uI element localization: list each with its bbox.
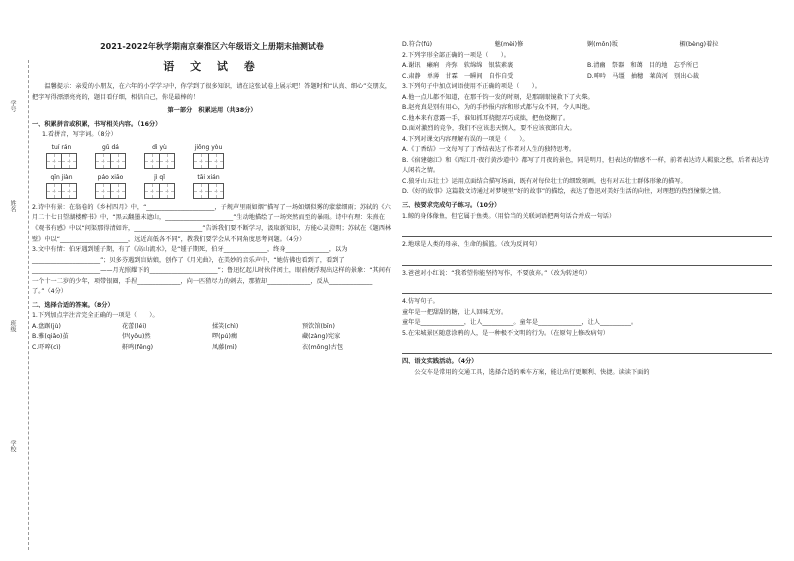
section-heading: 二、选择合适的答案。（8分）: [32, 301, 114, 309]
exam-title: 2021-2022年秋学期南京秦淮区六年级语文上册期末抽测试卷: [100, 42, 324, 51]
writing-box[interactable]: [209, 153, 224, 169]
answer-line[interactable]: [402, 253, 772, 266]
options: [402, 61, 772, 82]
writing-box[interactable]: [46, 153, 62, 169]
option: D.《好的故事》这篇散文诗通过对梦境里“好的故事”的描绘，表达了鲁迅对美好生活的向往，对理想的热烈憧憬之情。: [402, 188, 725, 196]
question: 3.爸爸对小红说：“我希望你能坚持写作，不要放弃。”（改为转述句）: [402, 269, 591, 277]
question: 2.下列字形全部正确的一项是（ ）。: [402, 51, 510, 59]
option: D.符合(fú): [402, 41, 433, 48]
binding-label: 姓名: [9, 200, 16, 212]
binding-label: 班级: [9, 320, 16, 332]
option: 鼾鸣(fēng): [122, 343, 154, 351]
option: 啰(pú)瘸: [212, 333, 238, 341]
section-heading: 三、按要求完成句子练习。（10分）: [402, 201, 501, 209]
section-heading: 一、积累拼音或积累，书写相关内容。（16分）: [32, 120, 162, 128]
option: C.吓啐(cì): [32, 343, 61, 351]
pinyin-row: [46, 173, 392, 199]
option: C.肃静 单薄 甘霖 一瞬间 自作自受: [402, 72, 514, 80]
pinyin-row: [46, 143, 392, 169]
option: 衣(mǒng)古包: [302, 343, 344, 351]
question: 2.地球是人类的母亲、生命的摇篮。（改为反问句）: [402, 241, 541, 249]
option: C.他本来有意露一手，谁知抓耳挠腮弄巧成拙，把鱼烧糊了。: [402, 114, 570, 122]
option: A.谢讯 癞痢 舟弥 软绵绵 银装素裹: [402, 62, 514, 70]
exam-subtitle: 语 文 试 卷: [163, 59, 261, 73]
pinyin: qīn jiàn: [50, 173, 73, 181]
pinyin: gǔ dá: [101, 143, 119, 151]
option: B.赵亮真是别有用心，为的手抄报内容和形式都与众不同，令人叫绝。: [402, 104, 594, 112]
answer-line[interactable]: [402, 224, 772, 237]
pinyin: tuí rán: [51, 143, 72, 151]
question: 童年是一把甜甜的糖，让人回味无穷。: [402, 308, 508, 316]
question: 童年是______________，让人__________。童年是______________，让人__________。: [402, 319, 638, 327]
option: 婀(mǒn)坂: [587, 41, 618, 48]
writing-box[interactable]: [193, 183, 209, 199]
writing-box[interactable]: [160, 153, 175, 169]
option: D.呻吟 马缰 抽穗 莱茵河 别出心裁: [587, 72, 699, 80]
question: 1.下列加点字注音完全正确的一项是（ ）。: [32, 312, 159, 320]
option: 伊(yǒu)然: [122, 333, 151, 341]
option: A.盘踞(jù): [32, 322, 61, 330]
pinyin: jì qǐ: [154, 173, 165, 181]
question: 4.仿写句子。: [402, 298, 439, 306]
section-heading: 四、语文实践活动。（4分）: [402, 358, 478, 366]
writing-box[interactable]: [46, 183, 62, 199]
option: B.雅(qiǎo)茧: [32, 333, 69, 341]
option: 揉笑(chì): [212, 322, 239, 330]
pinyin: páo xiāo: [97, 173, 124, 181]
question: 1.鲸的身体像鱼，但它属于鱼类。（用恰当的关联词语把两句话合并成一句话）: [402, 212, 616, 220]
question: 3.文中有情：伯牙遇到锺子期，有了《高山流水》，是“锺子期死，伯牙______________，终身______________，以为______________________”；贝多芬遇到盲姑娘，创作了《月光曲》，在美妙的音乐声中，“她仿佛也看到了，看到了______________________——月光照耀下的______________________”；鲁迅忆起儿时伙伴闰土，眼前便浮现出这样的景象：“其间有一个十一二岁的少年，项带银圈，手捏______________，向一匹猹尽力的刺去，那猹却______________，反从______________了。”（4分）: [32, 246, 392, 296]
option: 藏(zàng)宪家: [302, 333, 341, 341]
writing-box[interactable]: [111, 183, 126, 199]
pinyin: dì yù: [152, 143, 167, 151]
writing-box[interactable]: [62, 153, 77, 169]
options: [32, 322, 392, 354]
binding-label: 学校: [9, 440, 16, 452]
tip-text: 温馨提示：亲爱的小朋友，在六年的小学学习中，你学到了很多知识，请在这张试卷上展示吧！答题时和“认真、细心”交朋友，把字写得漂漂亮亮的，题目看仔细，相信自己，你是最棒的！: [32, 83, 392, 101]
option: A.他一点儿都不知道，在那千钧一发的时刻，是那副眼镜救下了火柴。: [402, 93, 594, 101]
question: 2.诗中有景：在翁卷的《乡村四月》中，“______________________，子规声里雨如烟”描写了一场如烟似雾的蒙蒙细雨；苏轼的《六月二十七日望湖楼醉书》中，“黑云翻墨未遮山，______________________”生动地描绘了一场突然而至的暴雨。诗中有理：朱熹在《观书有感》中以“问渠那得清如许，______________________”告诉我们要不断学习，汲取新知识，方能心灵澄明；苏轼在《题西林壁》中以“______________________，远近高低各不同”，教我们要学会从不同角度思考问题。（4分）: [32, 203, 392, 243]
paragraph: 公交车是常用的交通工具，选择合适的乘车方案，能让出行更顺利、快捷。读读下面的: [414, 368, 650, 376]
pinyin: tāi xián: [197, 173, 220, 181]
writing-box[interactable]: [144, 183, 160, 199]
writing-box[interactable]: [95, 153, 111, 169]
option: B.《宿建德江》和《西江月·夜行黄沙道中》都写了月夜的景色，同是明月，但表达的情感不一样，前者表达诗人羁旅之愁，后者表达诗人闲若之情。: [402, 156, 770, 175]
option: 楣(bèng)着拉: [679, 41, 719, 48]
question: 1.看拼音，写字词。（8分）: [42, 131, 117, 139]
pinyin: jiōng yòu: [194, 143, 223, 151]
option: 凤藤(mì): [212, 343, 237, 351]
options: [402, 40, 772, 51]
question: 3.下列句子中加点词语使用不正确的项是（ ）。: [402, 83, 541, 91]
part-heading: 第一部分 积累运用（共38分）: [167, 107, 257, 115]
option: 预饮馆(bīn): [302, 322, 335, 330]
question: 4.下列对课文内容理解有误的一项是（ ）。: [402, 135, 529, 143]
writing-box[interactable]: [193, 153, 209, 169]
option: 魅(mèi)修: [494, 41, 524, 48]
binding-label: 学号: [9, 100, 16, 112]
answer-line[interactable]: [402, 281, 772, 294]
option: B.清幽 祭器 和蔼 目的地 忘乎所已: [587, 62, 699, 70]
writing-box[interactable]: [209, 183, 224, 199]
right-column: [402, 40, 772, 378]
option: 花蕾(léi): [122, 322, 147, 330]
answer-line[interactable]: [402, 341, 772, 354]
writing-box[interactable]: [160, 183, 175, 199]
binding-margin: [6, 60, 29, 550]
writing-box[interactable]: [95, 183, 111, 199]
option: A.《丁香结》一文每写了丁香结表达了作者对人生的独特思考。: [402, 146, 576, 154]
option: C.狼牙山五壮士》运用点面结合描写场面，既有对每位壮士的细致刻画，也有对五壮士群体形象的描写。: [402, 177, 687, 185]
writing-box[interactable]: [111, 153, 126, 169]
writing-box[interactable]: [62, 183, 77, 199]
left-column: [32, 40, 392, 353]
option: D.面对激烈的竞争，我们不应该悲天悯人，要不应该夜郎自大。: [402, 125, 576, 133]
writing-box[interactable]: [144, 153, 160, 169]
question: 5.在宋城景区随意涂鸦的人，是一种极不文明的行为。（在原句上修改病句）: [402, 329, 609, 337]
